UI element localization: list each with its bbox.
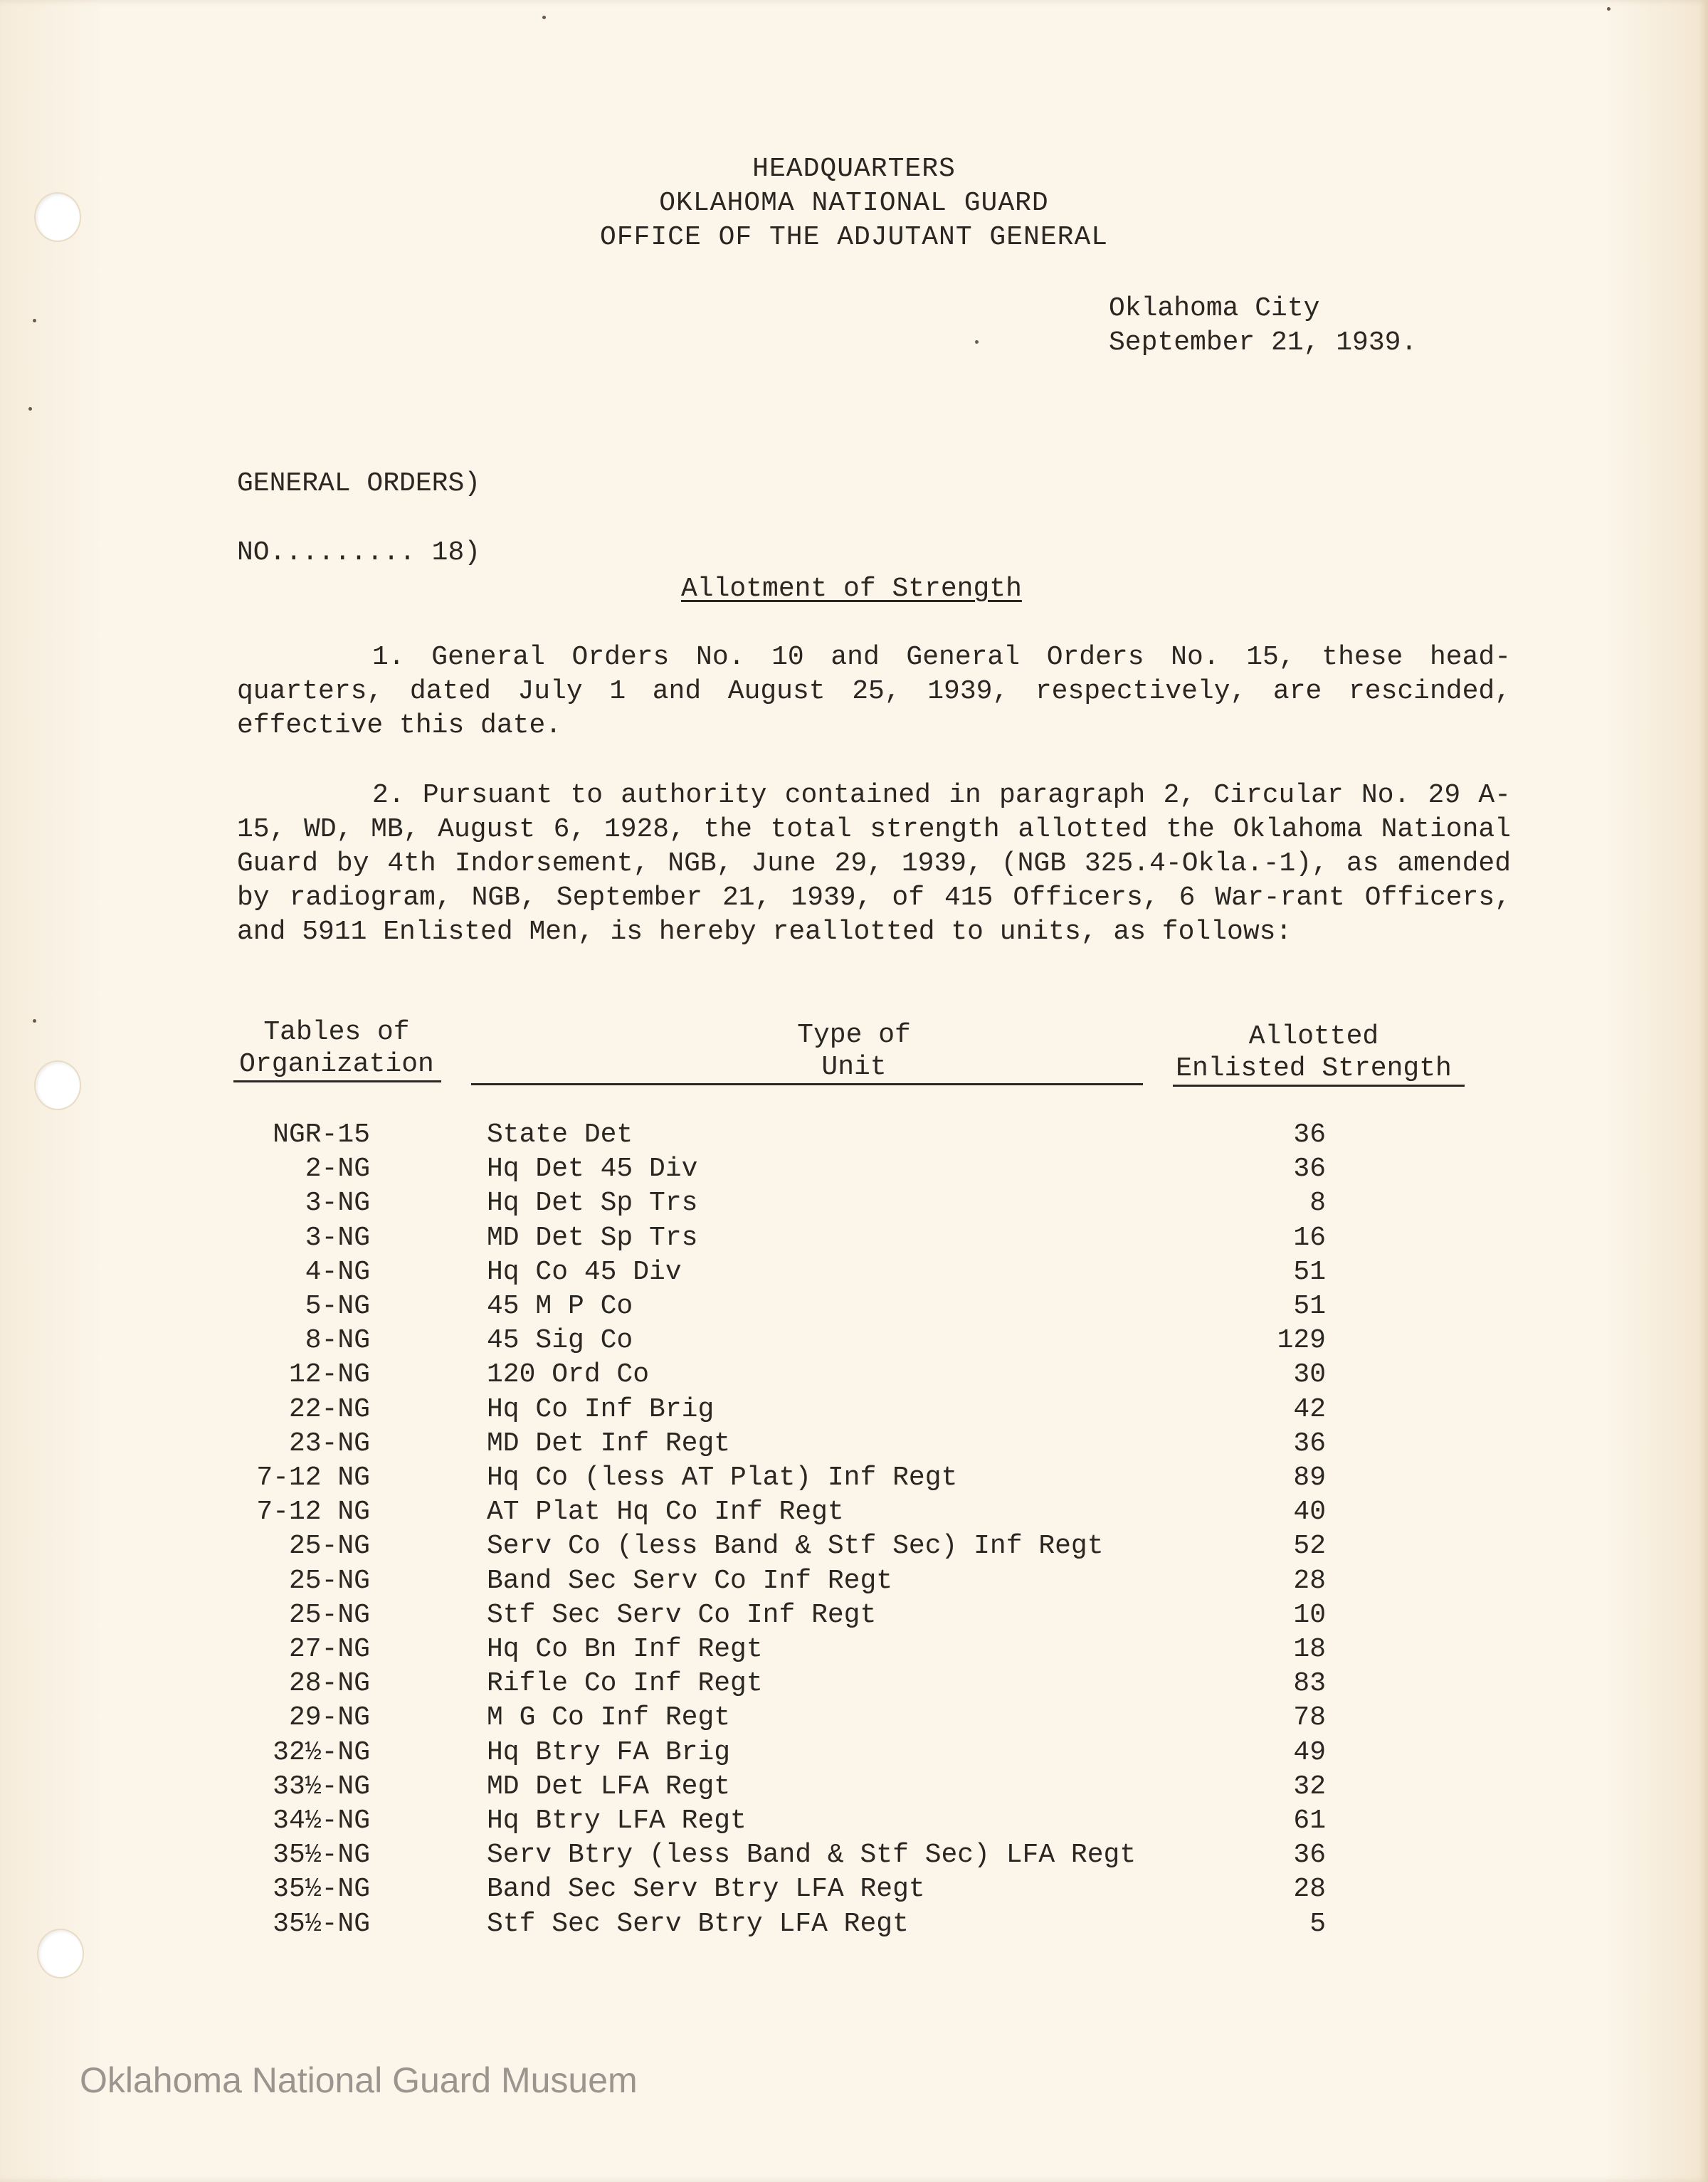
table-row [0,1874,1708,1908]
table-cell-organization: 32½-NG [273,1737,370,1768]
table-cell-unit: Hq Co (less AT Plat) Inf Regt [487,1462,958,1493]
table-cell-organization: 29-NG [288,1702,370,1733]
table-cell-unit: State Det [487,1119,633,1150]
letterhead-line-2: OKLAHOMA NATIONAL GUARD [659,188,1049,218]
table-cell-strength: 42 [1293,1394,1326,1425]
table-cell-unit: Hq Det Sp Trs [487,1188,698,1218]
paper-speck [1607,7,1611,11]
table-row [0,1840,1708,1874]
table-row [0,1668,1708,1702]
table-cell-organization: 3-NG [305,1188,370,1218]
paper-speck [975,340,979,344]
header-tables-of-organization [226,1016,447,1080]
table-cell-strength: 18 [1293,1634,1326,1665]
table-row [0,1462,1708,1497]
table-cell-organization: 34½-NG [273,1806,370,1836]
letterhead-line-3: OFFICE OF THE ADJUTANT GENERAL [599,222,1109,253]
table-cell-organization: 25-NG [288,1531,370,1561]
header-allotted-strength [1164,1021,1463,1085]
table-cell-organization: 35½-NG [273,1840,370,1870]
table-cell-unit: MD Det Sp Trs [487,1223,698,1253]
paper-speck [28,407,32,411]
table-row [0,1394,1708,1428]
table-row [0,1119,1708,1154]
header-line: Unit [821,1052,887,1082]
table-cell-strength: 36 [1293,1154,1326,1184]
table-row [0,1223,1708,1257]
table-cell-strength: 49 [1293,1737,1326,1768]
table-cell-strength: 16 [1293,1223,1326,1253]
table-row [0,1497,1708,1531]
table-cell-unit: 120 Ord Co [487,1359,650,1390]
table-cell-unit: Hq Btry FA Brig [487,1737,731,1768]
place: Oklahoma City [1109,293,1320,324]
table-cell-organization: 35½-NG [273,1874,370,1904]
table-cell-strength: 10 [1293,1600,1326,1630]
table-cell-unit: Hq Co 45 Div [487,1257,682,1287]
table-row [0,1154,1708,1188]
table-cell-organization: 25-NG [288,1600,370,1630]
table-row [0,1257,1708,1291]
punch-hole-middle [34,1060,81,1110]
table-cell-organization: 25-NG [288,1566,370,1596]
table-row [0,1909,1708,1943]
letterhead-line-1: HEADQUARTERS [752,154,956,184]
table-row [0,1702,1708,1736]
table-row [0,1600,1708,1634]
table-cell-strength: 40 [1293,1497,1326,1527]
table-cell-organization: NGR-15 [273,1119,370,1150]
table-cell-strength: 30 [1293,1359,1326,1390]
paper-speck [542,16,546,19]
table-row [0,1188,1708,1222]
table-cell-unit: MD Det Inf Regt [487,1428,731,1459]
table-cell-strength: 89 [1293,1462,1326,1493]
table-cell-unit: Stf Sec Serv Co Inf Regt [487,1600,877,1630]
header-line: Organization [239,1049,434,1080]
table-cell-unit: Rifle Co Inf Regt [487,1668,763,1699]
general-orders-label: GENERAL ORDERS) [237,468,481,499]
paragraph-1 [237,641,1511,743]
table-cell-unit: Hq Co Bn Inf Regt [487,1634,763,1665]
table-cell-organization: 22-NG [288,1394,370,1425]
table-cell-unit: Hq Det 45 Div [487,1154,698,1184]
table-row [0,1291,1708,1325]
header-line: Enlisted Strength [1176,1053,1452,1084]
table-row [0,1325,1708,1359]
table-cell-organization: 3-NG [305,1223,370,1253]
table-cell-organization: 8-NG [305,1325,370,1356]
table-row [0,1771,1708,1806]
header-type-of-unit [712,1019,996,1083]
table-cell-organization: 28-NG [288,1668,370,1699]
header-line: Type of [797,1020,911,1050]
table-cell-unit: 45 M P Co [487,1291,633,1322]
table-cell-unit: Stf Sec Serv Btry LFA Regt [487,1909,909,1939]
table-cell-organization: 7-12 NG [256,1462,370,1493]
table-cell-unit: Hq Co Inf Brig [487,1394,715,1425]
table-cell-unit: 45 Sig Co [487,1325,633,1356]
table-cell-unit: Serv Co (less Band & Stf Sec) Inf Regt [487,1531,1104,1561]
table-row [0,1566,1708,1600]
table-cell-strength: 8 [1309,1188,1326,1218]
table-cell-organization: 4-NG [305,1257,370,1287]
header-line: Tables of [263,1017,410,1048]
table-cell-organization: 23-NG [288,1428,370,1459]
table-cell-strength: 36 [1293,1428,1326,1459]
table-cell-unit: Serv Btry (less Band & Stf Sec) LFA Regt [487,1840,1137,1870]
date: September 21, 1939. [1109,327,1418,358]
table-row [0,1806,1708,1840]
table-cell-organization: 5-NG [305,1291,370,1322]
table-cell-strength: 36 [1293,1840,1326,1870]
table-cell-unit: Band Sec Serv Co Inf Regt [487,1566,893,1596]
table-cell-unit: MD Det LFA Regt [487,1771,731,1802]
subject-title: Allotment of Strength [681,574,1022,604]
table-cell-organization: 12-NG [288,1359,370,1390]
table-cell-strength: 78 [1293,1702,1326,1733]
header-line: Allotted [1248,1021,1379,1052]
table-cell-strength: 5 [1309,1909,1326,1939]
table-cell-strength: 51 [1293,1257,1326,1287]
table-cell-strength: 83 [1293,1668,1326,1699]
paragraph-1-text: 1. General Orders No. 10 and General Orders No. 15, these head-quarters, dated July 1 and August 25, 1939, respectively, are rescinded, effective this date. [237,642,1511,741]
table-cell-strength: 52 [1293,1531,1326,1561]
order-number: NO......... 18) [237,537,481,568]
table-cell-organization: 33½-NG [273,1771,370,1802]
table-cell-unit: Hq Btry LFA Regt [487,1806,747,1836]
table-cell-strength: 61 [1293,1806,1326,1836]
table-cell-strength: 32 [1293,1771,1326,1802]
table-cell-strength: 36 [1293,1119,1326,1150]
table-cell-organization: 2-NG [305,1154,370,1184]
paper-speck [33,1019,36,1023]
paragraph-2-text: 2. Pursuant to authority contained in paragraph 2, Circular No. 29 A-15, WD, MB, August 6, 1928, the total strength allotted the Oklahoma National Guard by 4th Indorsement, NGB, June 29, 1939, (NGB 325.4-Okla.-1), as amended by radiogram, NGB, September 21, 1939, of 415 Officers, 6 War-rant Officers, and 5911 Enlisted Men, is hereby reallotted to units, as follows: [237,780,1511,947]
table-cell-unit: Band Sec Serv Btry LFA Regt [487,1874,925,1904]
table-row [0,1359,1708,1393]
table-cell-organization: 35½-NG [273,1909,370,1939]
table-cell-organization: 27-NG [288,1634,370,1665]
table-cell-strength: 129 [1277,1325,1326,1356]
header-rule-type [471,1083,1143,1085]
table-cell-strength: 28 [1293,1566,1326,1596]
header-rule-allotted [1173,1085,1465,1087]
paper-speck [33,319,36,322]
table-row [0,1737,1708,1771]
paragraph-2 [237,779,1511,949]
table-cell-unit: AT Plat Hq Co Inf Regt [487,1497,844,1527]
watermark: Oklahoma National Guard Musuem [80,2060,638,2100]
table-cell-strength: 51 [1293,1291,1326,1322]
table-cell-organization: 7-12 NG [256,1497,370,1527]
table-cell-strength: 28 [1293,1874,1326,1904]
table-row [0,1531,1708,1565]
table-row [0,1428,1708,1462]
table-cell-unit: M G Co Inf Regt [487,1702,731,1733]
header-rule-tables [233,1080,441,1082]
table-row [0,1634,1708,1668]
